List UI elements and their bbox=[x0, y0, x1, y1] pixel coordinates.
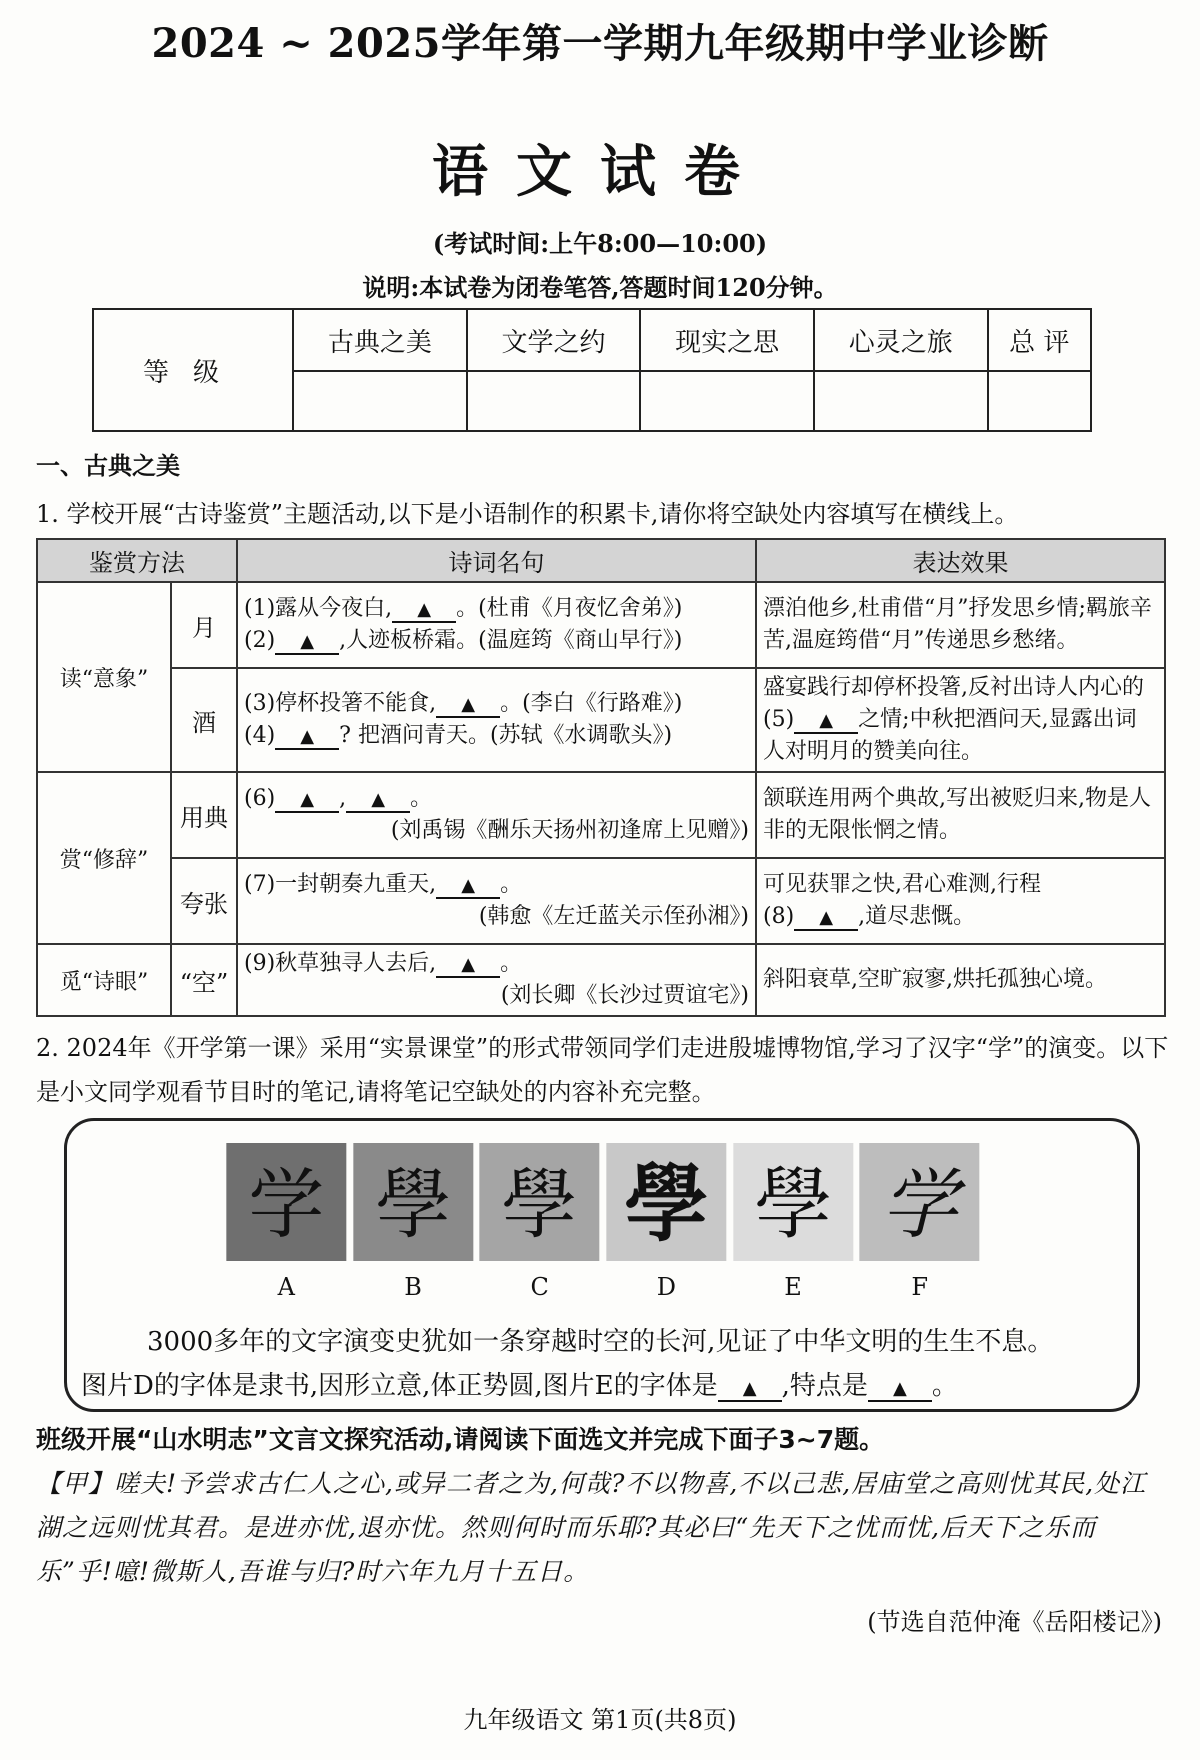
notes-paragraph-2: 图片D的字体是隶书,因形立意,体正势圆,图片E的字体是 ▲ ,特点是 ▲ 。 bbox=[81, 1371, 958, 1401]
grade-col-5: 总 评 bbox=[988, 309, 1091, 371]
grade-cell[interactable] bbox=[814, 371, 988, 431]
method-rhetoric: 赏“修辞” bbox=[37, 772, 171, 944]
lines-exaggeration: (7)一封朝奏九重天, ▲ 。 (韩愈《左迁蓝关示侄孙湘》) bbox=[237, 858, 756, 944]
glyph-image-c bbox=[476, 1143, 603, 1261]
glyph-strip bbox=[223, 1143, 983, 1261]
passage-source: (节选自范仲淹《岳阳楼记》) bbox=[867, 1608, 1162, 1636]
answer-blank[interactable]: ▲ bbox=[346, 789, 410, 813]
classical-passage: 【甲】嗟夫!予尝求古仁人之心,或异二者之为,何哉?不以物喜,不以己悲,居庙堂之高则忧其民,处江湖之远则忧其君。是进亦忧,退亦忧。然则何时而乐耶?其必曰“先天下之忧而忧,后天下之乐而乐”乎!噫!微斯人,吾谁与归?时六年九月十五日。 bbox=[36, 1469, 1147, 1586]
header-method: 鉴赏方法 bbox=[37, 539, 237, 582]
svg-text:学: 学 bbox=[881, 1160, 958, 1249]
glyph-image-e bbox=[730, 1143, 857, 1261]
method-imagery: 读“意象” bbox=[37, 582, 171, 772]
glyph-image-f bbox=[856, 1143, 983, 1261]
grade-col-2: 文学之约 bbox=[467, 309, 641, 371]
svg-text:学: 学 bbox=[248, 1160, 325, 1249]
notes-paragraph-1: 3000多年的文字演变史犹如一条穿越时空的长河,见证了中华文明的生生不息。 bbox=[147, 1327, 1054, 1357]
answer-blank[interactable]: ▲ bbox=[436, 875, 500, 899]
svg-text:學: 學 bbox=[624, 1154, 709, 1253]
grade-col-4: 心灵之旅 bbox=[814, 309, 988, 371]
lines-eye: (9)秋草独寻人去后, ▲ 。 (刘长卿《长沙过贾谊宅》) bbox=[237, 944, 756, 1016]
svg-text:學: 學 bbox=[501, 1160, 578, 1249]
exam-time: (考试时间:上午8:00—10:00) bbox=[432, 229, 768, 258]
exam-note: 说明:本试卷为闭卷笔答,答题时间120分钟。 bbox=[362, 273, 838, 302]
glyph-label-f: F bbox=[911, 1273, 929, 1301]
grade-cell[interactable] bbox=[293, 371, 467, 431]
header-effect: 表达效果 bbox=[756, 539, 1165, 582]
glyph-labels bbox=[223, 1273, 983, 1301]
answer-blank[interactable]: ▲ bbox=[436, 954, 500, 978]
grade-table bbox=[92, 308, 1092, 432]
source-allusion: (刘禹锡《酬乐天扬州初逢席上见赠》) bbox=[390, 818, 749, 843]
answer-blank[interactable]: ▲ bbox=[868, 1378, 932, 1402]
answer-blank[interactable]: ▲ bbox=[275, 789, 339, 813]
page-footer: 九年级语文 第1页(共8页) bbox=[463, 1706, 737, 1734]
sub-exaggeration: 夸张 bbox=[171, 858, 237, 944]
sub-empty: “空” bbox=[171, 944, 237, 1016]
source-exaggeration: (韩愈《左迁蓝关示侄孙湘》) bbox=[478, 904, 749, 929]
question-1: 1. 学校开展“古诗鉴赏”主题活动,以下是小语制作的积累卡,请你将空缺处内容填写在横线上。 bbox=[36, 500, 1019, 528]
effect-allusion: 颔联连用两个典故,写出被贬归来,物是人非的无限怅惘之情。 bbox=[756, 772, 1165, 858]
answer-blank[interactable]: ▲ bbox=[275, 726, 339, 750]
notes-box bbox=[64, 1118, 1140, 1412]
answer-blank[interactable]: ▲ bbox=[794, 907, 858, 931]
glyph-image-a bbox=[223, 1143, 350, 1261]
glyph-label-b: B bbox=[404, 1273, 422, 1301]
grade-label: 等级 bbox=[93, 309, 293, 431]
activity-instruction: 班级开展“山水明志”文言文探究活动,请阅读下面选文并完成下面子3~7题。 bbox=[36, 1425, 885, 1454]
effect-exaggeration: 可见获罪之快,君心难测,行程 (8) ▲ ,道尽悲慨。 bbox=[756, 858, 1165, 944]
glyph-label-a: A bbox=[277, 1273, 295, 1301]
grade-cell[interactable] bbox=[640, 371, 814, 431]
effect-moon: 漂泊他乡,杜甫借“月”抒发思乡情;羁旅辛苦,温庭筠借“月”传递思乡愁绪。 bbox=[756, 582, 1165, 668]
source-eye: (刘长卿《长沙过贾谊宅》) bbox=[500, 983, 749, 1008]
header-lines: 诗词名句 bbox=[237, 539, 756, 582]
svg-text:學: 學 bbox=[375, 1160, 452, 1249]
grade-cell[interactable] bbox=[467, 371, 641, 431]
grade-col-1: 古典之美 bbox=[293, 309, 467, 371]
question-2: 2. 2024年《开学第一课》采用“实景课堂”的形式带领同学们走进殷墟博物馆,学习了汉字“学”的演变。以下是小文同学观看节目时的笔记,请将笔记空缺处的内容补充完整。 bbox=[36, 1034, 1169, 1106]
glyph-label-c: C bbox=[530, 1273, 549, 1301]
paper-title: 语文试卷 bbox=[432, 139, 768, 205]
svg-text:學: 學 bbox=[754, 1160, 833, 1250]
answer-blank[interactable]: ▲ bbox=[436, 694, 500, 718]
lines-wine: (3)停杯投箸不能食, ▲ 。(李白《行路难》) (4) ▲ ? 把酒问青天。(苏轼《水调歌头》) bbox=[237, 668, 756, 772]
lines-moon: (1)露从今夜白, ▲ 。(杜甫《月夜忆舍弟》) (2) ▲ ,人迹板桥霜。(温庭筠《商山早行》) bbox=[237, 582, 756, 668]
sub-wine: 酒 bbox=[171, 668, 237, 772]
effect-wine: 盛宴践行却停杯投箸,反衬出诗人内心的(5) ▲ 之情;中秋把酒问天,显露出词人对明月的赞美向往。 bbox=[756, 668, 1165, 772]
effect-eye: 斜阳衰草,空旷寂寥,烘托孤独心境。 bbox=[756, 944, 1165, 1016]
section-title: 一、古典之美 bbox=[36, 452, 180, 480]
answer-blank[interactable]: ▲ bbox=[275, 631, 339, 655]
glyph-image-b bbox=[350, 1143, 477, 1261]
grade-cell[interactable] bbox=[988, 371, 1091, 431]
answer-blank[interactable]: ▲ bbox=[794, 710, 858, 734]
answer-blank[interactable]: ▲ bbox=[718, 1378, 782, 1402]
grade-col-3: 现实之思 bbox=[640, 309, 814, 371]
glyph-label-e: E bbox=[784, 1273, 802, 1301]
answer-blank[interactable]: ▲ bbox=[392, 599, 456, 623]
sub-allusion: 用典 bbox=[171, 772, 237, 858]
exam-header-title: 2024 ~ 2025学年第一学期九年级期中学业诊断 bbox=[151, 20, 1049, 67]
sub-moon: 月 bbox=[171, 582, 237, 668]
lines-allusion: (6) ▲ , ▲ 。 (刘禹锡《酬乐天扬州初逢席上见赠》) bbox=[237, 772, 756, 858]
accumulation-card-table bbox=[36, 538, 1166, 1017]
glyph-label-d: D bbox=[656, 1273, 676, 1301]
glyph-image-d bbox=[603, 1143, 730, 1261]
method-poem-eye: 觅“诗眼” bbox=[37, 944, 171, 1016]
